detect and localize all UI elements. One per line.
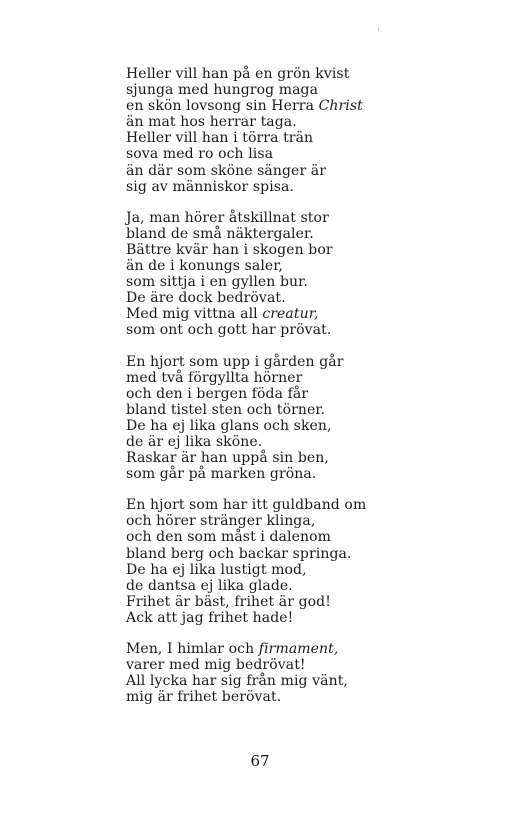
- verse-line: [126, 306, 486, 322]
- line-text: än mat hos herrar taga.: [126, 114, 297, 131]
- line-text: en skön lovsong sin Herra: [126, 98, 319, 115]
- verse-line: [126, 226, 486, 242]
- line-text: som sittja i en gyllen bur.: [126, 274, 308, 291]
- verse-line: [126, 146, 486, 162]
- line-text: sova med ro och lisa: [126, 146, 274, 163]
- verse-line: [126, 130, 486, 146]
- verse-line: [126, 418, 486, 434]
- verse-line: [126, 274, 486, 290]
- line-text: och hörer stränger klinga,: [126, 513, 316, 530]
- stanza: [126, 497, 486, 626]
- line-text: De ha ej lika glans och sken,: [126, 417, 332, 434]
- line-text: varer med mig bedrövat!: [126, 657, 306, 674]
- page-number: 67: [250, 752, 270, 770]
- verse-line: [126, 258, 486, 274]
- verse-line: [126, 66, 486, 82]
- verse-line: [126, 386, 486, 402]
- poem-body: [126, 66, 486, 720]
- line-text: än de i konungs saler,: [126, 258, 284, 275]
- line-text: Frihet är bäst, frihet är god!: [126, 593, 331, 610]
- line-text: bland berg och backar springa.: [126, 545, 352, 562]
- line-text: Heller vill han i törra trän: [126, 130, 314, 147]
- line-text: bland tistel sten och törner.: [126, 401, 326, 418]
- line-text: och den i bergen föda får: [126, 385, 309, 402]
- italic-word: creatur,: [262, 306, 319, 323]
- verse-line: [126, 290, 486, 306]
- verse-line: [126, 402, 486, 418]
- line-text: sjunga med hungrog maga: [126, 82, 319, 99]
- scan-mark: [378, 27, 379, 31]
- verse-line: [126, 689, 486, 705]
- line-text: Med mig vittna all: [126, 306, 263, 323]
- line-text: Heller vill han på en grön kvist: [126, 66, 350, 82]
- verse-line: [126, 354, 486, 370]
- stanza: [126, 641, 486, 705]
- line-text: De äre dock bedrövat.: [126, 290, 286, 307]
- verse-line: [126, 497, 486, 513]
- verse-line: [126, 210, 486, 226]
- verse-line: [126, 546, 486, 562]
- line-text: och den som måst i dalenom: [126, 529, 331, 546]
- verse-line: [126, 179, 486, 195]
- line-text: än där som sköne sänger är: [126, 162, 327, 179]
- line-text: En hjort som har itt guldband om: [126, 497, 367, 514]
- verse-line: [126, 163, 486, 179]
- verse-line: [126, 529, 486, 545]
- line-text: de dantsa ej lika glade.: [126, 577, 293, 594]
- verse-line: [126, 322, 486, 338]
- line-text: med två förgyllta hörner: [126, 369, 303, 386]
- verse-line: [126, 513, 486, 529]
- stanza: [126, 354, 486, 483]
- italic-word: Christ: [318, 98, 363, 115]
- line-text: mig är frihet berövat.: [126, 689, 282, 706]
- line-text: Ack att jag frihet hade!: [126, 609, 294, 626]
- line-text: bland de små näktergaler.: [126, 225, 314, 242]
- line-text: Bättre kvär han i skogen bor: [126, 241, 333, 258]
- line-text: Ja, man hörer åtskillnat stor: [126, 209, 329, 226]
- stanza: [126, 210, 486, 339]
- stanza: [126, 66, 486, 195]
- verse-line: [126, 657, 486, 673]
- verse-line: [126, 562, 486, 578]
- verse-line: [126, 641, 486, 657]
- line-text: De ha ej lika lustigt mod,: [126, 561, 307, 578]
- line-text: de är ej lika sköne.: [126, 433, 263, 450]
- line-text: som ont och gott har prövat.: [126, 322, 332, 339]
- line-text: som går på marken gröna.: [126, 466, 317, 483]
- line-text: En hjort som upp i gården går: [126, 353, 344, 370]
- verse-line: [126, 370, 486, 386]
- verse-line: [126, 82, 486, 98]
- verse-line: [126, 610, 486, 626]
- verse-line: [126, 578, 486, 594]
- italic-word: firmament,: [258, 641, 339, 657]
- line-text: Raskar är han uppå sin ben,: [126, 450, 329, 467]
- verse-line: [126, 242, 486, 258]
- verse-line: [126, 114, 486, 130]
- verse-line: [126, 673, 486, 689]
- verse-line: [126, 434, 486, 450]
- line-text: Men, I himlar och: [126, 641, 259, 657]
- verse-line: [126, 594, 486, 610]
- verse-line: [126, 466, 486, 482]
- line-text: All lycka har sig från mig vänt,: [126, 673, 349, 690]
- verse-line: [126, 98, 486, 114]
- line-text: sig av människor spisa.: [126, 178, 295, 195]
- verse-line: [126, 450, 486, 466]
